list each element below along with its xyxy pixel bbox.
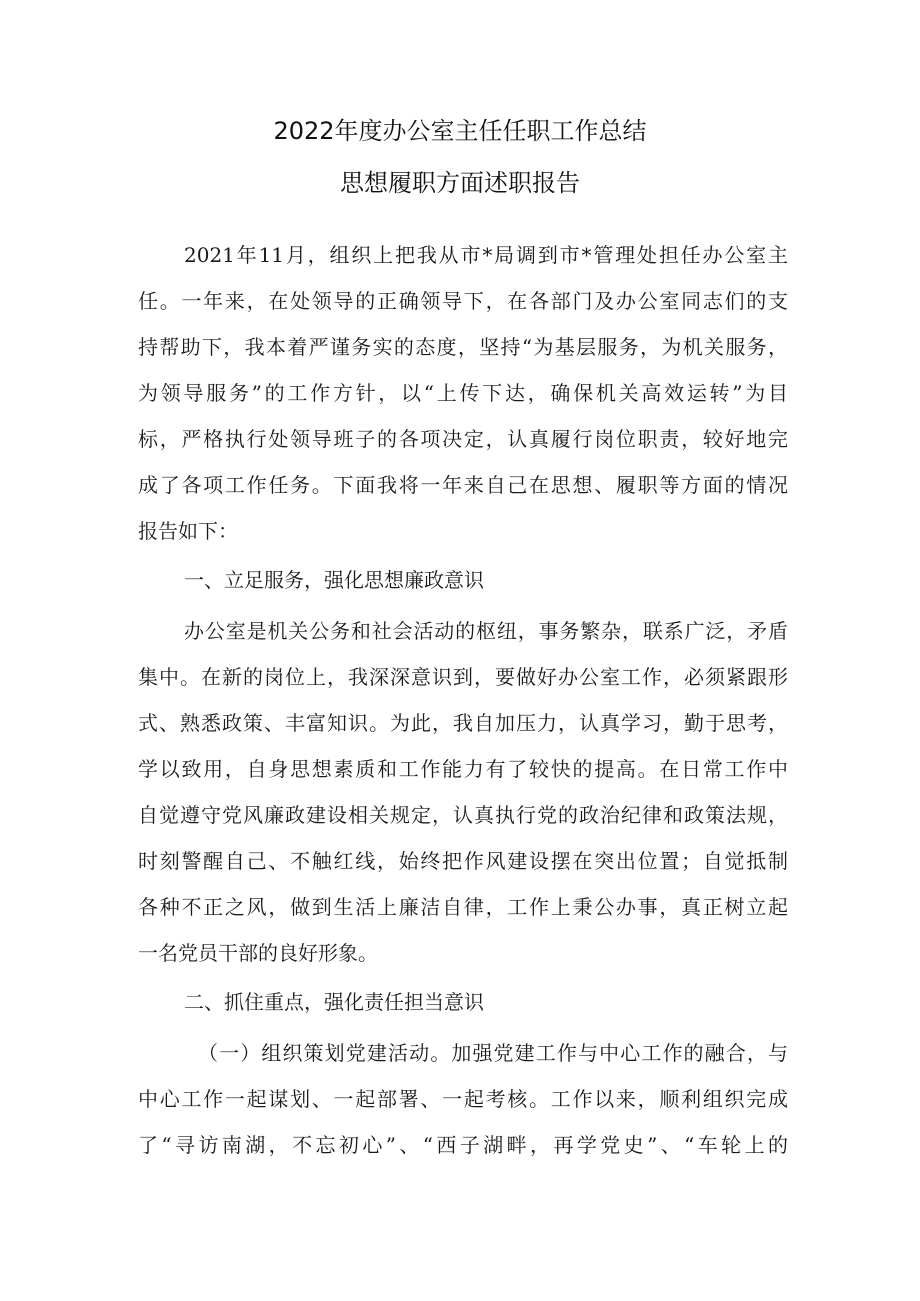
text-line: 时刻警醒自己、不触红线，始终把作风建设摆在突出位置；自觉抵制: [138, 849, 788, 873]
text-line: 各种不正之风，做到生活上廉洁自律，工作上秉公办事，真正树立起: [138, 895, 788, 919]
document-title-line2: 思想履职方面述职报告: [340, 169, 580, 197]
text-line: 学以致用，自身思想素质和工作能力有了较快的提高。在日常工作中: [138, 757, 788, 781]
text-line: 自觉遵守党风廉政建设相关规定，认真执行党的政治纪律和政策法规，: [138, 803, 788, 827]
text-line: 任。一年来，在处领导的正确领导下，在各部门及办公室同志们的支: [138, 289, 788, 313]
text-line: 报告如下：: [138, 519, 238, 543]
text-line: 一名党员干部的良好形象。: [138, 941, 378, 965]
document-title-line1: 2022年度办公室主任任职工作总结: [273, 117, 647, 145]
text-line: 持帮助下，我本着严谨务实的态度，坚持“为基层服务，为机关服务，: [138, 335, 788, 359]
text-line: 2021年11月，组织上把我从市*局调到市*管理处担任办公室主: [184, 243, 788, 267]
text-line: 办公室是机关公务和社会活动的枢纽，事务繁杂，联系广泛，矛盾: [184, 619, 788, 643]
text-line: 式、熟悉政策、丰富知识。为此，我自加压力，认真学习，勤于思考，: [138, 711, 788, 735]
section-heading: 一、立足服务，强化思想廉政意识: [184, 568, 484, 592]
text-line: 中心工作一起谋划、一起部署、一起考核。工作以来，顺利组织完成: [138, 1087, 788, 1111]
text-line: 集中。在新的岗位上，我深深意识到，要做好办公室工作，必须紧跟形: [138, 665, 788, 689]
text-line: 标，严格执行处领导班子的各项决定，认真履行岗位职责，较好地完: [138, 427, 788, 451]
text-line: 为领导服务”的工作方针，以“上传下达，确保机关高效运转”为目: [138, 381, 788, 405]
section-heading: 二、抓住重点，强化责任担当意识: [184, 990, 484, 1014]
text-line: 成了各项工作任务。下面我将一年来自己在思想、履职等方面的情况: [138, 473, 788, 497]
text-line: 了“寻访南湖，不忘初心”、“西子湖畔，再学党史”、“车轮上的: [138, 1133, 788, 1157]
text-line: （一）组织策划党建活动。加强党建工作与中心工作的融合，与: [198, 1041, 788, 1065]
